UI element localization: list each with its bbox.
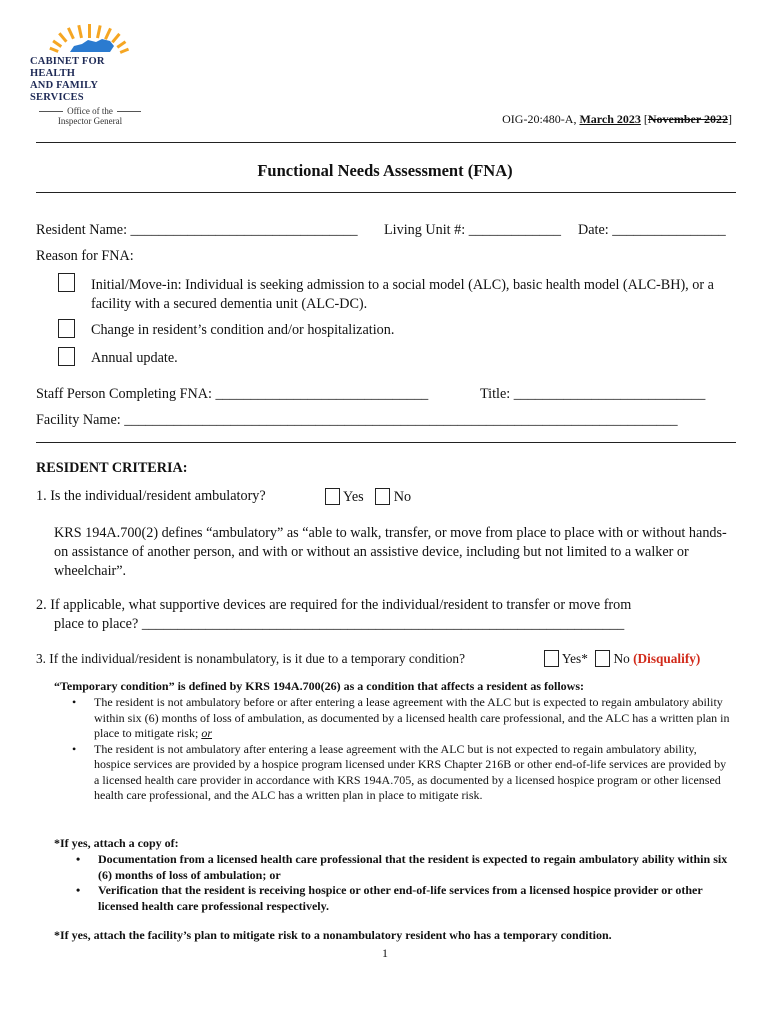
logo-office-line2: Inspector General: [57, 116, 123, 126]
q1-yes-label: Yes: [343, 489, 364, 505]
cabinet-logo: [30, 22, 150, 126]
attach-list: [58, 852, 734, 914]
list-item: • The resident is not ambulatory before or after entering a lease agreement with the ALC but is expected to regain ambulatory ability within six (6) months of loss of ambulation, as documented by a licensed health care professional, and the ALC has a written plan in place to mitigate risk; or: [54, 695, 734, 742]
temporary-condition-definition: “Temporary condition” is defined by KRS 194A.700(26) as a condition that affects a resident as follows:: [54, 679, 585, 693]
staff-title-field[interactable]: Title: ___________________________: [480, 386, 706, 402]
reason-label: Reason for FNA:: [36, 248, 134, 264]
page-title: Functional Needs Assessment (FNA): [257, 161, 513, 180]
list-item: • The resident is not ambulatory after entering a lease agreement with the ALC but is not expected to regain ambulatory ability, hospice services are provided by a hospice program licensed under KRS Chapter 216B or other end-of-life services are provided by a licensed health care provider in accordance with KRS 194A.705, as documented by a licensed hospice program or other licensed health care professional, and the ALC has a written plan in place to mitigate risk.: [54, 742, 734, 804]
reason-annual-checkbox[interactable]: [58, 347, 75, 366]
krs-ambulatory-definition: KRS 194A.700(2) defines “ambulatory” as “able to walk, transfer, or move from place to place with or without hands-on assistance of another person, and with or without an assistive device, including but not limited to a walker or wheelchair”.: [54, 525, 727, 579]
q3-no-checkbox[interactable]: [595, 650, 610, 667]
q1-no-label: No: [393, 489, 412, 505]
document-number: OIG-20:480-A, March 2023 [November 2022]: [502, 112, 732, 126]
logo-org-line2: AND FAMILY SERVICES: [30, 80, 98, 103]
reason-initial-checkbox[interactable]: [58, 273, 75, 292]
disqualify-note: (Disqualify): [633, 651, 701, 666]
resident-name-field[interactable]: Resident Name: ________________________________: [36, 222, 358, 238]
logo-office-line1: Office of the: [30, 106, 150, 116]
date-field[interactable]: Date: ________________: [578, 222, 726, 238]
sunburst-kentucky-icon: [30, 22, 150, 56]
header-rule-bottom: [36, 192, 736, 193]
reason-annual-label: Annual update.: [91, 350, 178, 366]
question-2-line1: 2. If applicable, what supportive devices are required for the individual/resident to transfer or move from: [36, 597, 632, 613]
attach-plan-note: *If yes, attach the facility’s plan to mitigate risk to a nonambulatory resident who has a temporary condition.: [54, 928, 612, 942]
logo-org-line1: CABINET FOR HEALTH: [30, 56, 105, 79]
header-rule-top: [36, 142, 736, 143]
q3-yes-label: Yes*: [561, 651, 588, 666]
list-item: • Documentation from a licensed health care professional that the resident is expected to regain ambulatory ability within six (6) months of loss of ambulation; or: [58, 852, 734, 883]
q3-yes-checkbox[interactable]: [544, 650, 559, 667]
question-1: 1. Is the individual/resident ambulatory?: [36, 488, 266, 504]
facility-name-field[interactable]: Facility Name: ______________________________________________________________________________: [36, 412, 678, 428]
q3-no-label: No: [613, 651, 630, 666]
q1-yes-checkbox[interactable]: [325, 488, 340, 505]
question-3: 3. If the individual/resident is nonambulatory, is it due to a temporary condition?: [36, 651, 465, 666]
living-unit-field[interactable]: Living Unit #: _____________: [384, 222, 561, 238]
q1-no-checkbox[interactable]: [375, 488, 390, 505]
page-number: 1: [382, 946, 388, 960]
list-item: • Verification that the resident is receiving hospice or other end-of-life services from a licensed hospice provider or other licensed health care professional respectively.: [58, 883, 734, 914]
reason-initial-label: Initial/Move-in: Individual is seeking admission to a social model (ALC), basic health model (ALC-BH), or a facility with a secured dementia unit (ALC-DC).: [91, 277, 714, 312]
staff-person-field[interactable]: Staff Person Completing FNA: ______________________________: [36, 386, 429, 402]
question-2-answer-field[interactable]: place to place? ____________________________________________________________________: [54, 616, 625, 632]
criteria-heading: RESIDENT CRITERIA:: [36, 460, 188, 476]
reason-change-label: Change in resident’s condition and/or hospitalization.: [91, 322, 395, 338]
section-rule: [36, 442, 736, 443]
attach-heading: *If yes, attach a copy of:: [54, 836, 179, 850]
reason-change-checkbox[interactable]: [58, 319, 75, 338]
temporary-condition-list: [54, 695, 734, 804]
